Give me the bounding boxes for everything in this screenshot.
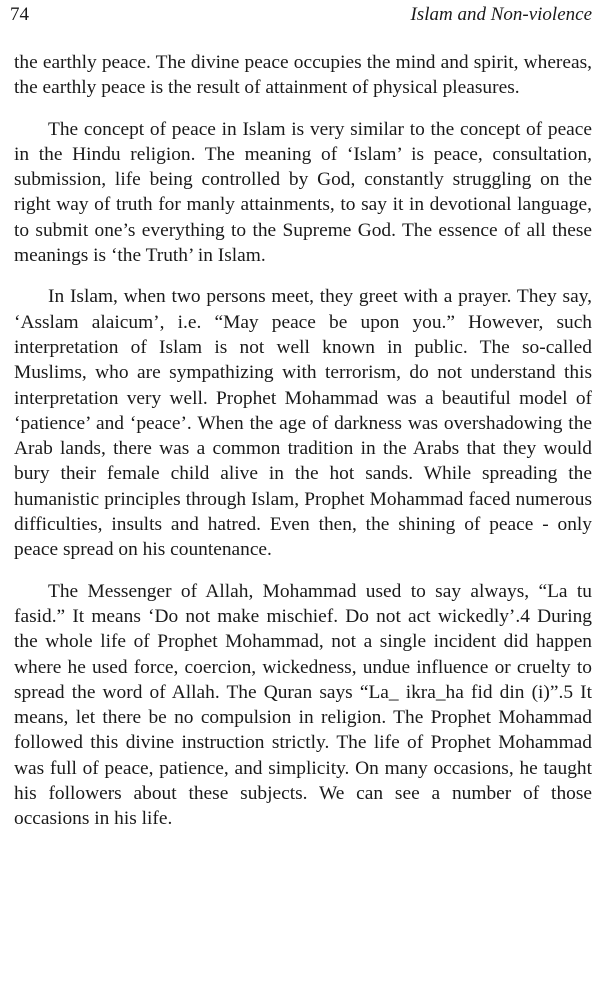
body-text (14, 50, 592, 848)
page-header (10, 4, 592, 30)
paragraph: the earthly peace. The divine peace occupies the mind and spirit, whereas, the earthly peace is the result of attainment of physical pleasures. (14, 52, 592, 99)
page-number: 74 (10, 4, 29, 25)
running-title: Islam and Non-violence (410, 4, 592, 25)
paragraph: The Messenger of Allah, Mohammad used to say always, “La tu fasid.” It means ‘Do not make mischief. Do not act wickedly’.4 During the whole life of Prophet Mohammad, not a single incident did happen where he used force, coercion, wickedness, undue influence or cruelty to spread the word of Allah. The Quran says “La_ ikra_ha fid din (i)”.5 It means, let there be no compulsion in religion. The Prophet Mohammad followed this divine instruction strictly. The life of Prophet Mohammad was full of peace, patience, and simplicity. On many occasions, he taught his followers about these subjects. We can see a number of those occasions in his life. (14, 580, 592, 830)
paragraph: In Islam, when two persons meet, they greet with a prayer. They say, ‘Asslam alaicum’, i.e. “May peace be upon you.” However, such interpretation of Islam is not well known in public. The so-called Muslims, who are sympathizing with terrorism, do not understand this interpretation very well. Prophet Mohammad was a beautiful model of ‘patience’ and ‘peace’. When the age of darkness was overshadowing the Arab lands, there was a common tradition in the Arabs that they would bury their female child alive in the hot sands. While spreading the humanistic principles through Islam, Prophet Mohammad faced numerous difficulties, insults and hatred. Even then, the shining of peace - only peace spread on his countenance. (14, 286, 592, 561)
book-page (10, 0, 592, 1002)
paragraph: The concept of peace in Islam is very similar to the concept of peace in the Hindu religion. The meaning of ‘Islam’ is peace, consultation, submission, life being controlled by God, constantly struggling on the right way of truth for manly attainments, to say it in devotional language, to submit one’s everything to the Supreme God. The essence of all these meanings is ‘the Truth’ in Islam. (14, 118, 592, 267)
